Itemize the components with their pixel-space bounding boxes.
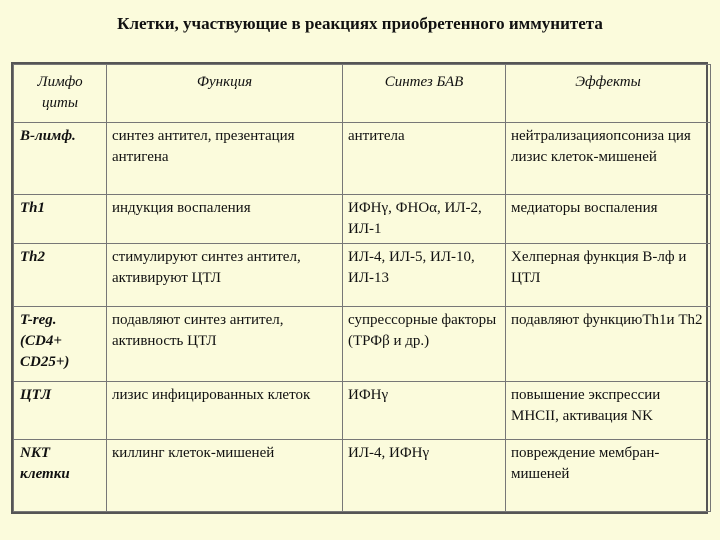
- lymphocyte-table: [11, 62, 708, 514]
- table-row: [14, 123, 711, 195]
- cell-function: стимулируют синтез антител, активируют ЦТЛ: [107, 244, 343, 307]
- cell-function: синтез антител, презентация антигена: [107, 123, 343, 195]
- cell-effects: подавляют функциюTh1и Th2: [506, 307, 711, 382]
- cell-synthesis: ИЛ-4, ИФНγ: [343, 440, 506, 512]
- table-row: [14, 440, 711, 512]
- cell-synthesis: ИЛ-4, ИЛ-5, ИЛ-10, ИЛ-13: [343, 244, 506, 307]
- cell-effects: Хелперная функция В-лф и ЦТЛ: [506, 244, 711, 307]
- header-synthesis: Синтез БАВ: [343, 65, 506, 123]
- cell-effects: медиаторы воспаления: [506, 195, 711, 244]
- header-function: Функция: [107, 65, 343, 123]
- cell-effects: нейтрализацияопсониза ция лизис клеток-мишеней: [506, 123, 711, 195]
- cell-lymphocyte: T-reg. (CD4+ CD25+): [14, 307, 107, 382]
- header-effects: Эффекты: [506, 65, 711, 123]
- table-row: [14, 244, 711, 307]
- cell-lymphocyte: В-лимф.: [14, 123, 107, 195]
- cell-function: лизис инфицированных клеток: [107, 382, 343, 440]
- cell-lymphocyte: Th1: [14, 195, 107, 244]
- cell-effects: повышение экспрессии МНСII, активация NK: [506, 382, 711, 440]
- cell-function: индукция воспаления: [107, 195, 343, 244]
- cell-function: подавляют синтез антител, активность ЦТЛ: [107, 307, 343, 382]
- table-row: [14, 382, 711, 440]
- table-row: [14, 195, 711, 244]
- cell-synthesis: супрессорные факторы (ТРФβ и др.): [343, 307, 506, 382]
- cell-function: киллинг клеток-мишеней: [107, 440, 343, 512]
- header-lymphocytes: Лимфо циты: [14, 65, 107, 123]
- cell-effects: повреждение мембран-мишеней: [506, 440, 711, 512]
- header-row: [14, 65, 711, 123]
- cell-synthesis: антитела: [343, 123, 506, 195]
- cell-lymphocyte: ЦТЛ: [14, 382, 107, 440]
- cell-synthesis: ИФНγ, ФНОα, ИЛ-2, ИЛ-1: [343, 195, 506, 244]
- cell-lymphocyte: NKT клетки: [14, 440, 107, 512]
- table-row: [14, 307, 711, 382]
- cell-synthesis: ИФНγ: [343, 382, 506, 440]
- cell-lymphocyte: Th2: [14, 244, 107, 307]
- page-title: Клетки, участвующие в реакциях приобретенного иммунитета: [117, 14, 603, 33]
- table: [13, 64, 711, 512]
